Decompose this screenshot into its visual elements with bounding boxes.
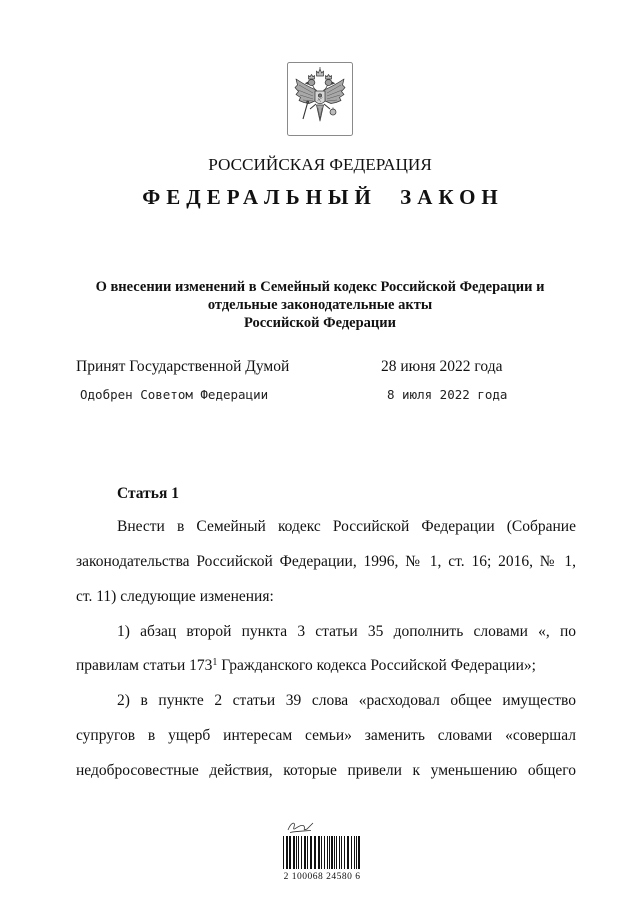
article-text-line: 1) абзац второй пункта 3 статьи 35 дополнить словами «, по — [117, 623, 576, 640]
barcode-number: 2 100068 24580 6 — [283, 872, 361, 882]
law-title-line: отдельные законодательные акты — [207, 297, 433, 313]
barcode-bar — [324, 836, 325, 869]
barcode-bar — [314, 836, 316, 869]
barcode-bar — [347, 836, 349, 869]
barcode-bar — [310, 836, 312, 869]
barcode-bar — [358, 836, 360, 869]
article-text-fragment: Гражданского кодекса Российской Федерации»; — [217, 657, 536, 674]
barcode-bar — [289, 836, 291, 869]
law-title-line: О внесении изменений в Семейный кодекс Российской Федерации и — [95, 279, 545, 295]
approved-by-council-label: Одобрен Советом Федерации — [80, 387, 269, 402]
article-text-line: ст. 11) следующие изменения: — [76, 588, 274, 605]
article-text-fragment: правилам статьи 173 — [76, 657, 213, 674]
adopted-by-duma-date: 28 июня 2022 года — [381, 358, 503, 375]
barcode-bar — [331, 836, 333, 869]
barcode-bar — [321, 836, 322, 869]
article-text-line: 2) в пункте 2 статьи 39 слова «расходовал общее имущество — [117, 692, 576, 709]
barcode-bar — [341, 836, 342, 869]
barcode-bar — [283, 836, 284, 869]
barcode-bar — [334, 836, 335, 869]
barcode-bar — [344, 836, 345, 869]
coat-of-arms-icon — [287, 62, 353, 136]
article-text-line: недобросовестные действия, которые привели к уменьшению общего — [76, 762, 576, 779]
barcode-bar — [293, 836, 295, 869]
country-name: РОССИЙСКАЯ ФЕДЕРАЦИЯ — [208, 155, 432, 174]
barcode-bar — [339, 836, 340, 869]
law-title — [0, 278, 640, 332]
article-text-line: законодательства Российской Федерации, 1996, № 1, ст. 16; 2016, № 1, — [76, 553, 576, 570]
signature-icon — [288, 823, 313, 833]
law-title-line: Российской Федерации — [243, 315, 396, 331]
barcode-bar — [307, 836, 308, 869]
barcode-bar — [336, 836, 337, 869]
adopted-by-duma-label: Принят Государственной Думой — [76, 358, 290, 375]
article-text-line — [76, 656, 536, 676]
barcode-bar — [298, 836, 299, 869]
barcode-bar — [318, 836, 320, 869]
barcode-bar — [286, 836, 288, 869]
barcode-bar — [327, 836, 328, 869]
barcode-bar — [304, 836, 306, 869]
barcode-icon — [280, 814, 364, 872]
approved-by-council-date: 8 июля 2022 года — [387, 387, 508, 402]
barcode-bar — [296, 836, 297, 869]
barcode-bar — [351, 836, 352, 869]
barcode-bar — [301, 836, 302, 869]
barcode-bar — [329, 836, 330, 869]
superscript-index: 1 — [212, 657, 218, 668]
barcode-bars — [283, 836, 360, 869]
barcode-bar — [354, 836, 355, 869]
article-heading: Статья 1 — [117, 485, 179, 502]
article-text-line: Внести в Семейный кодекс Российской Федерации (Собрание — [117, 518, 576, 535]
document-type: ФЕДЕРАЛЬНЫЙ ЗАКОН — [142, 185, 504, 209]
barcode-bar — [356, 836, 357, 869]
article-text-line: супругов в ущерб интересам семьи» заменить словами «совершал — [76, 727, 576, 744]
